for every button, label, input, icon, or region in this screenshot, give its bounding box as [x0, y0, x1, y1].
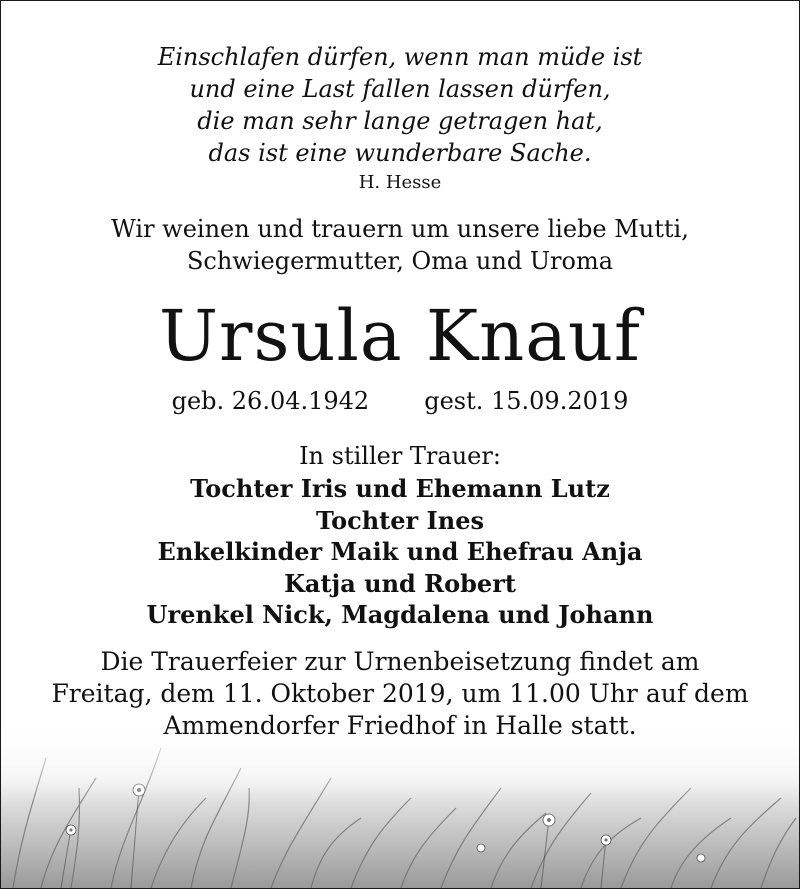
mourner-line: Katja und Robert	[284, 568, 516, 598]
mourner-line: Tochter Iris und Ehemann Lutz	[190, 474, 610, 503]
quote-line: und eine Last fallen lassen dürfen,	[189, 75, 611, 103]
death-date: gest. 15.09.2019	[424, 387, 629, 415]
meadow-image	[1, 718, 799, 888]
mourner-line: Tochter Ines	[316, 505, 484, 535]
deceased-name: Ursula Knauf	[159, 295, 641, 377]
quote-author: H. Hesse	[358, 172, 442, 193]
service-notice	[1, 646, 799, 742]
poem-quote	[1, 41, 799, 169]
quote-line: Einschlafen dürfen, wenn man müde ist	[157, 43, 643, 71]
quote-line: das ist eine wunderbare Sache.	[208, 139, 592, 167]
quote-line: die man sehr lange getragen hat,	[197, 107, 603, 135]
intro-text	[1, 213, 799, 277]
service-line: Ammendorfer Friedhof in Halle statt.	[163, 711, 637, 740]
intro-line: Schwiegermutter, Oma und Uroma	[186, 247, 614, 275]
mourners-list	[1, 473, 799, 631]
mourner-line: Urenkel Nick, Magdalena und Johann	[146, 600, 654, 629]
birth-date: geb. 26.04.1942	[171, 387, 370, 415]
intro-line: Wir weinen und trauern um unsere liebe Mutti,	[111, 215, 689, 243]
mourning-heading: In stiller Trauer:	[299, 442, 501, 470]
service-line: Freitag, dem 11. Oktober 2019, um 11.00 Uhr auf dem	[51, 679, 749, 708]
mourner-line: Enkelkinder Maik und Ehefrau Anja	[157, 537, 643, 566]
service-line: Die Trauerfeier zur Urnenbeisetzung findet am	[100, 647, 700, 676]
life-dates	[1, 385, 799, 417]
